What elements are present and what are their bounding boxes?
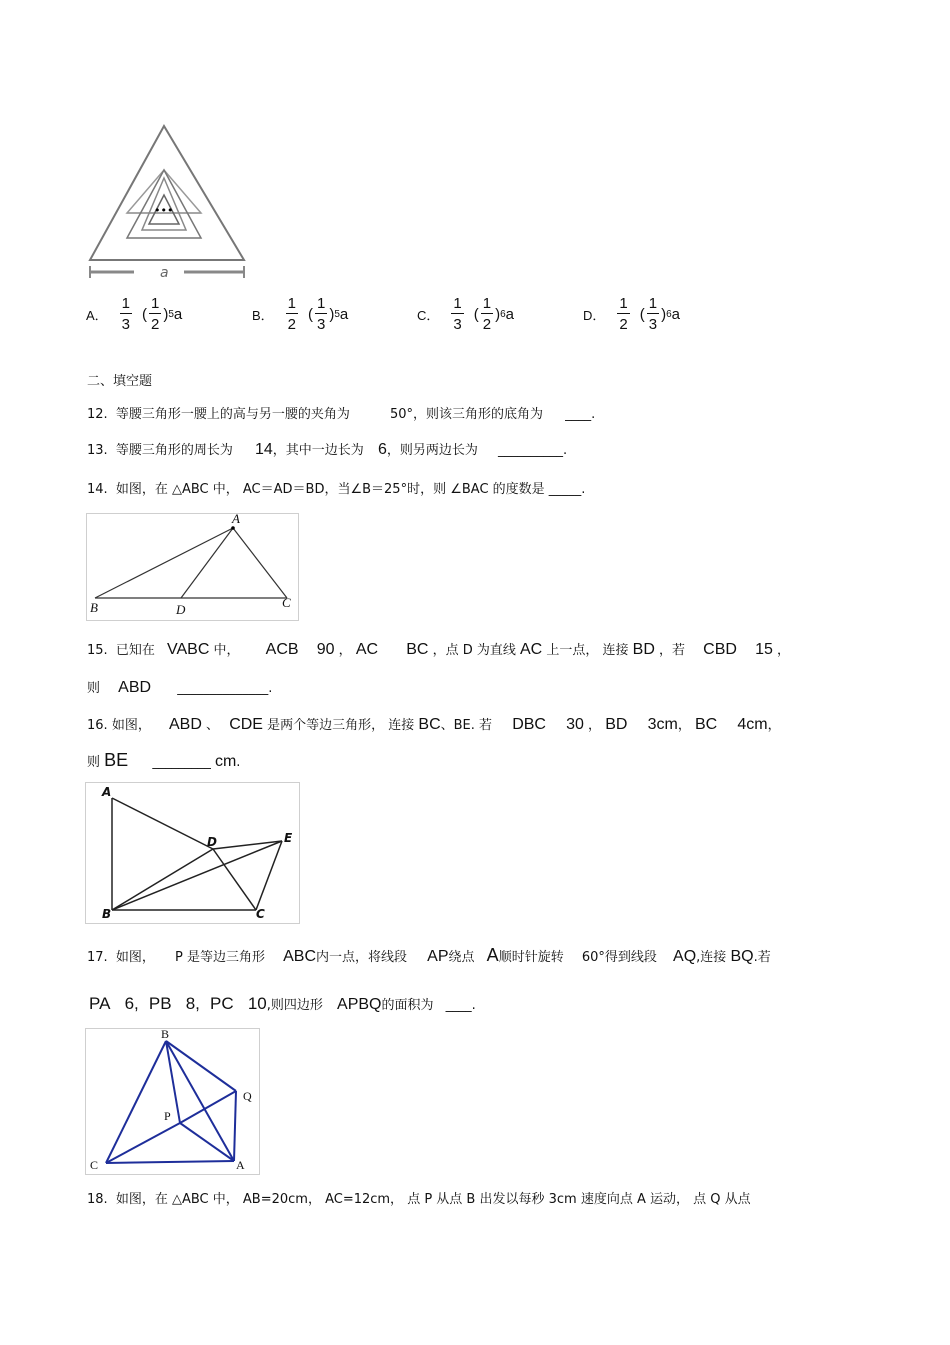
- question-16-line1: 16. 如图， ABD 、 CDE 是两个等边三角形， 连接 BC、BE. 若 DBC 30 ， BD 3cm， BC 4cm，: [87, 716, 781, 733]
- label-b: B: [90, 600, 98, 615]
- choice-c[interactable]: C． $\frac{1}{3}$ ( $\frac{1}{2}$ ) 6 a: [417, 295, 514, 333]
- label-d: D: [176, 602, 186, 617]
- fraction: $\frac{1}{2}$: [482, 295, 492, 333]
- choice-a[interactable]: A． $\frac{1}{3}$ ( $\frac{1}{2}$ ) 5 a: [86, 295, 183, 333]
- question-13: 13. 等腰三角形的周长为 14，其中一边长为 6，则另两边长为 __________.: [87, 441, 568, 458]
- section-title: 二、填空题: [87, 374, 153, 389]
- fraction: $\frac{1}{3}$: [453, 295, 462, 333]
- nested-triangles-figure: [84, 120, 254, 285]
- equilateral-triangles-figure-q16: [85, 782, 300, 924]
- label-c: C: [256, 907, 265, 921]
- fraction: $\frac{1}{2}$: [619, 295, 628, 333]
- question-15-line1: 15. 已知在 VABC 中， ACB 90 ， AC BC ，点 D 为直线 AC 上一点， 连接 BD ，若 CBD 15 ，: [87, 641, 791, 658]
- choice-d[interactable]: D． $\frac{1}{2}$ ( $\frac{1}{3}$ ) 6 a: [583, 295, 680, 333]
- question-17-line2: PA 6, PB 8, PC 10,则四边形 APBQ的面积为 ____.: [89, 994, 476, 1013]
- question-12: 12. 等腰三角形一腰上的高与另一腰的夹角为 50°，则该三角形的底角为 ____.: [87, 407, 596, 422]
- label-c: C: [282, 595, 291, 610]
- label-a: A: [236, 1158, 245, 1172]
- fraction: $\frac{1}{2}$: [151, 295, 160, 333]
- fraction: $\frac{1}{3}$: [317, 295, 326, 333]
- label-e: E: [284, 831, 293, 845]
- label-a: A: [232, 511, 240, 526]
- fraction: $\frac{1}{3}$: [648, 295, 658, 333]
- triangle-abc-figure-q14: [86, 513, 299, 621]
- label-p: P: [164, 1109, 171, 1123]
- quadrilateral-apbq-figure-q17: [85, 1028, 260, 1175]
- figure-label-a: a: [160, 265, 169, 281]
- label-d: D: [207, 835, 217, 849]
- fraction: $\frac{1}{3}$: [121, 295, 131, 333]
- question-14: 14. 如图，在 △ABC 中， AC＝AD＝BD，当∠B＝25°时，则 ∠BAC 的度数是 _____.: [87, 482, 586, 497]
- label-a: A: [102, 785, 112, 799]
- choice-b[interactable]: B． $\frac{1}{2}$ ( $\frac{1}{3}$ ) 5 a: [252, 295, 349, 333]
- question-17-line1: 17. 如图， P 是等边三角形 ABC内一点，将线段 AP绕点 A顺时针旋转 60°得到线段 AQ,连接 BQ.若: [87, 945, 771, 965]
- label-c: C: [90, 1158, 99, 1172]
- label-q: Q: [243, 1089, 252, 1103]
- label-b: B: [102, 907, 112, 921]
- question-15-line2: 则 ABD ______________.: [87, 679, 273, 696]
- label-b: B: [161, 1027, 170, 1041]
- question-18: 18. 如图，在 △ABC 中， AB=20cm， AC=12cm， 点 P 从点 B 出发以每秒 3cm 速度向点 A 运动， 点 Q 从点: [87, 1192, 751, 1207]
- figure-dots: •••: [154, 204, 174, 217]
- question-16-line2: 则 BE _________ cm.: [87, 750, 241, 770]
- fraction: $\frac{1}{2}$: [287, 295, 297, 333]
